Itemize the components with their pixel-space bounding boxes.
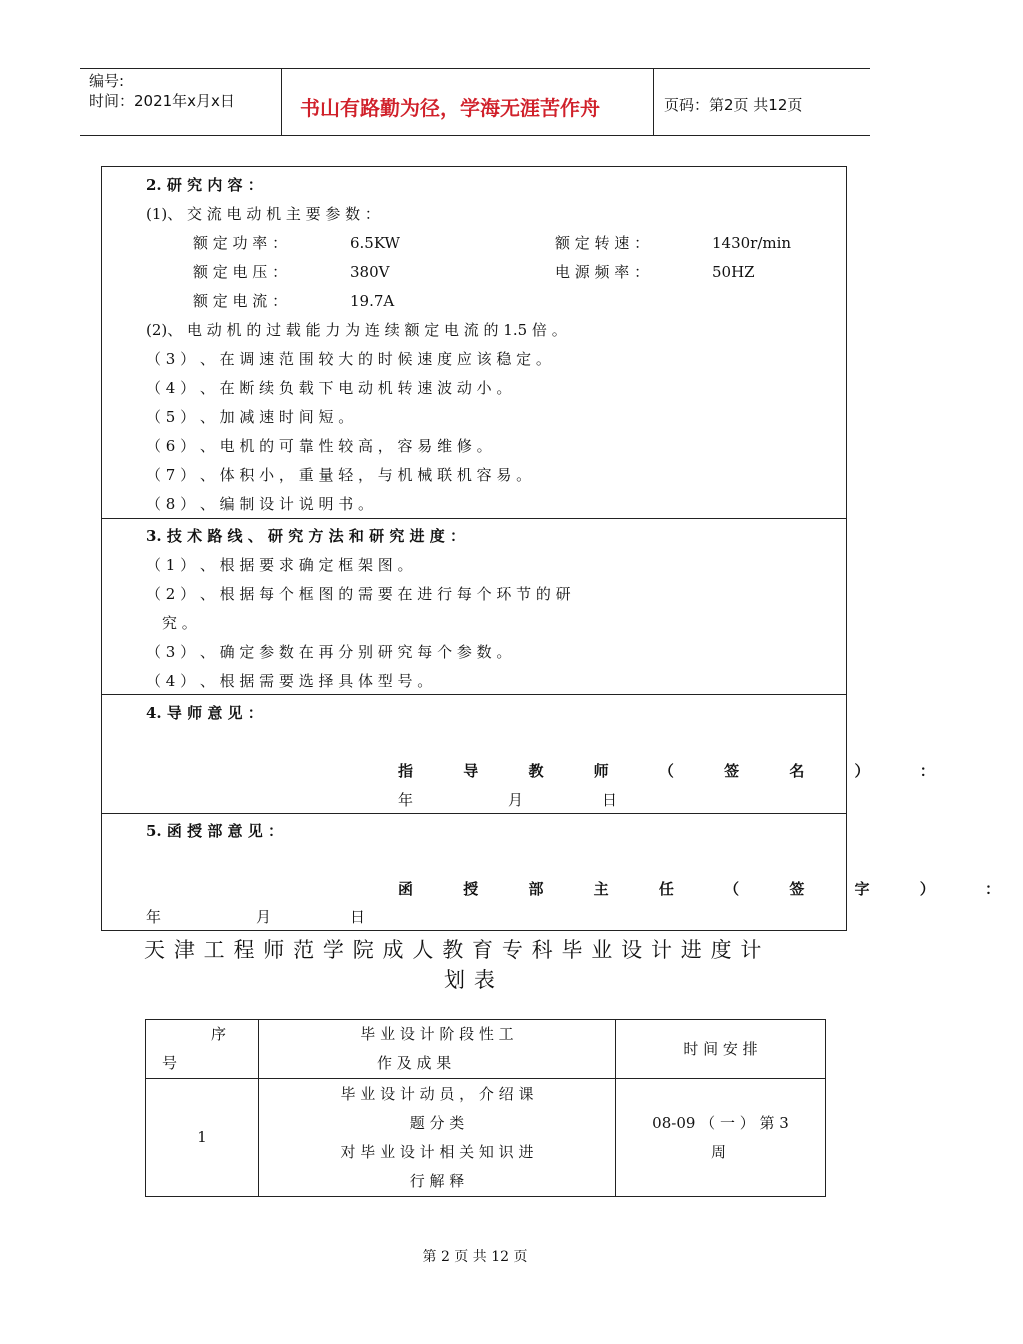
plan-title-line1: 天津工程师范学院成人教育专科毕业设计进度计 bbox=[144, 938, 771, 962]
row-work-line: 毕 业 设 计 动 员 ， 介 绍 课 bbox=[340, 1084, 534, 1103]
row-work-line: 题 分 类 bbox=[409, 1113, 465, 1132]
section-advisor-opinion bbox=[101, 694, 958, 814]
section2-item8: （ 8 ） 、 编 制 设 计 说 明 书 。 bbox=[146, 495, 373, 513]
header-time: 时 间 安 排 bbox=[616, 1020, 826, 1079]
section-dept-opinion bbox=[101, 813, 1023, 931]
section2-item2: (2)、 电 动 机 的 过 载 能 力 为 连 续 额 定 电 流 的 1.5 倍 。 bbox=[146, 321, 567, 339]
section3-item3: （ 3 ） 、 确 定 参 数 在 再 分 别 研 究 每 个 参 数 。 bbox=[146, 643, 512, 661]
section2-item4: （ 4 ） 、 在 断 续 负 载 下 电 动 机 转 速 波 动 小 。 bbox=[146, 379, 512, 397]
header-divider-left bbox=[281, 68, 282, 136]
row-work bbox=[259, 1079, 616, 1197]
dept-signature-label: 函 授 部 主 任 （ 签 字 ） ： bbox=[398, 880, 1023, 898]
section3-item2: （ 2 ） 、 根 据 每 个 框 图 的 需 要 在 进 行 每 个 环 节 的 研 bbox=[146, 585, 571, 603]
section3-item2-cont: 究 。 bbox=[162, 614, 197, 632]
section3-item1: （ 1 ） 、 根 据 要 求 确 定 框 架 图 。 bbox=[146, 556, 413, 574]
table-header-row bbox=[146, 1020, 826, 1079]
header-top-rule bbox=[80, 68, 870, 69]
row-time-line2: 周 bbox=[711, 1142, 727, 1161]
date-month: 月 bbox=[508, 791, 524, 809]
param-label: 额 定 电 流 ： bbox=[193, 292, 288, 310]
document-number-label: 编号: bbox=[89, 72, 125, 90]
header-index-line2: 号 bbox=[162, 1054, 178, 1072]
section2-item5: （ 5 ） 、 加 减 速 时 间 短 。 bbox=[146, 408, 354, 426]
row-time bbox=[616, 1079, 826, 1197]
date-year: 年 bbox=[398, 791, 414, 809]
param-label: 电 源 频 率 ： bbox=[555, 263, 650, 281]
header-work bbox=[259, 1020, 616, 1079]
param-label: 额 定 转 速 ： bbox=[555, 234, 650, 252]
header-bottom-rule bbox=[80, 135, 870, 136]
header-work-line1: 毕 业 设 计 阶 段 性 工 bbox=[360, 1025, 514, 1043]
section2-item6: （ 6 ） 、 电 机 的 可 靠 性 较 高 ， 容 易 维 修 。 bbox=[146, 437, 492, 455]
date-day: 日 bbox=[350, 908, 366, 926]
table-row bbox=[146, 1079, 826, 1197]
date-month: 月 bbox=[256, 908, 272, 926]
section2-item1: (1)、 交 流 电 动 机 主 要 参 数 ： bbox=[146, 205, 380, 223]
header-index-line1: 序 bbox=[210, 1025, 226, 1043]
param-value: 1430r/min bbox=[712, 234, 792, 252]
section-technical-route bbox=[101, 518, 847, 695]
header-index bbox=[146, 1020, 259, 1079]
row-time-line1: 08-09 （ 一 ） 第 3 bbox=[652, 1113, 789, 1132]
section2-item3: （ 3 ） 、 在 调 速 范 围 较 大 的 时 候 速 度 应 该 稳 定 。 bbox=[146, 350, 551, 368]
section4-heading: 4. 导 师 意 见 ： bbox=[146, 704, 263, 722]
section2-item7: （ 7 ） 、 体 积 小 ， 重 量 轻 ， 与 机 械 联 机 容 易 。 bbox=[146, 466, 532, 484]
header-motto: 书山有路勤为径，学海无涯苦作舟 bbox=[300, 96, 600, 120]
row-work-line: 对 毕 业 设 计 相 关 知 识 进 bbox=[340, 1142, 534, 1161]
page-footer: 第 2 页 共 12 页 bbox=[422, 1249, 528, 1265]
document-date-label: 时间：2021年x月x日 bbox=[89, 92, 235, 110]
section2-heading: 2. 研 究 内 容 ： bbox=[146, 176, 263, 194]
date-year: 年 bbox=[146, 908, 162, 926]
row-work-line: 行 解 释 bbox=[409, 1171, 465, 1190]
plan-title-line2: 划表 bbox=[444, 968, 504, 992]
param-value: 6.5KW bbox=[350, 234, 400, 252]
header-page-label: 页码：第2页 共12页 bbox=[664, 96, 803, 114]
param-value: 380V bbox=[350, 263, 390, 281]
section3-item4: （ 4 ） 、 根 据 需 要 选 择 具 体 型 号 。 bbox=[146, 672, 433, 690]
param-value: 19.7A bbox=[350, 292, 395, 310]
advisor-signature-label: 指 导 教 师 （ 签 名 ） ： bbox=[398, 762, 958, 780]
section5-heading: 5. 函 授 部 意 见 ： bbox=[146, 822, 283, 840]
date-day: 日 bbox=[602, 791, 618, 809]
header-divider-right bbox=[653, 68, 654, 136]
param-label: 额 定 电 压 ： bbox=[193, 263, 288, 281]
section3-heading: 3. 技 术 路 线 、 研 究 方 法 和 研 究 进 度 ： bbox=[146, 527, 465, 545]
param-label: 额 定 功 率 ： bbox=[193, 234, 288, 252]
section-research-content bbox=[101, 166, 847, 519]
param-value: 50HZ bbox=[712, 263, 755, 281]
row-index: 1 bbox=[146, 1079, 259, 1197]
progress-plan-table bbox=[145, 1019, 826, 1197]
header-work-line2: 作 及 成 果 bbox=[377, 1054, 452, 1072]
